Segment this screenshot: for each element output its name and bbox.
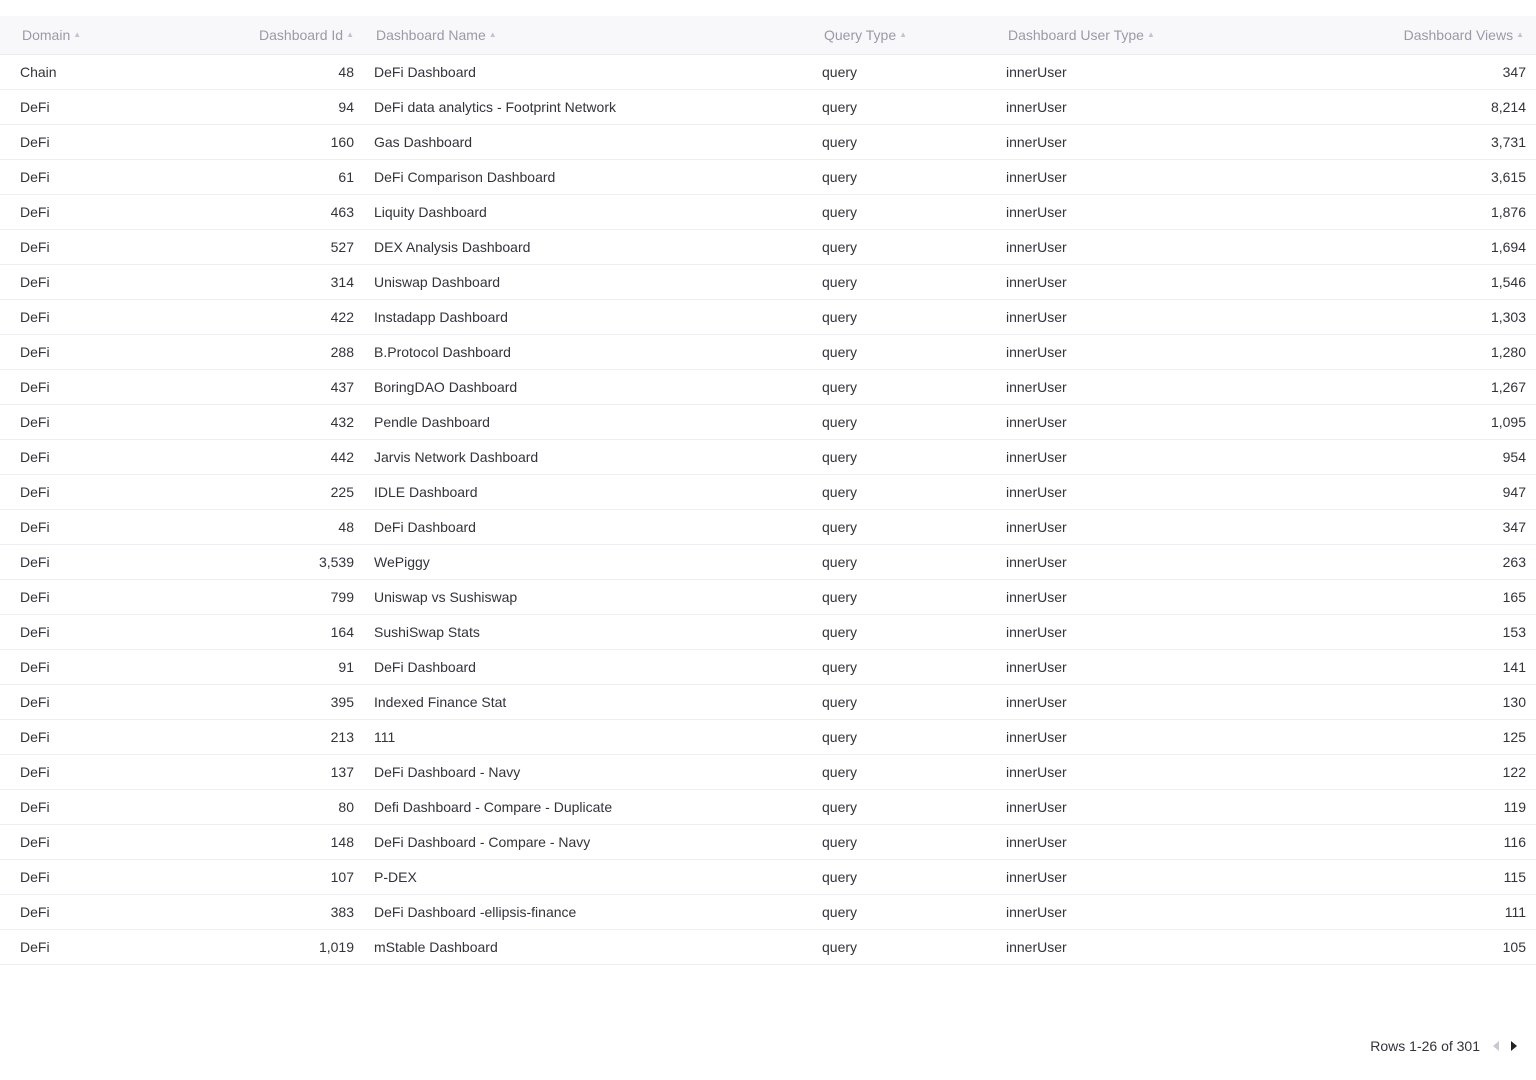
column-header-label: Domain (22, 27, 71, 43)
cell-dashboard-views: 1,546 (1490, 274, 1526, 290)
table-row[interactable] (0, 475, 1536, 510)
cell-domain: DeFi (20, 484, 50, 500)
cell-domain: DeFi (20, 344, 50, 360)
cell-dashboard-id: 94 (338, 99, 354, 115)
table-row[interactable] (0, 90, 1536, 125)
cell-dashboard-name: Jarvis Network Dashboard (374, 449, 539, 465)
cell-dashboard-views: 122 (1502, 764, 1526, 780)
cell-query-type: query (822, 274, 858, 290)
cell-dashboard-user-type: innerUser (1006, 519, 1067, 535)
cell-query-type: query (822, 344, 858, 360)
cell-domain: DeFi (20, 694, 50, 710)
cell-domain: DeFi (20, 904, 50, 920)
table-row[interactable] (0, 790, 1536, 825)
sort-arrow-icon: ▲ (73, 30, 82, 39)
cell-dashboard-name: P-DEX (374, 869, 417, 885)
table-row[interactable] (0, 265, 1536, 300)
cell-dashboard-views: 111 (1504, 904, 1526, 920)
previous-page-button[interactable] (1488, 1036, 1504, 1056)
cell-dashboard-id: 107 (330, 869, 354, 885)
cell-dashboard-views: 3,731 (1490, 134, 1526, 150)
cell-domain: DeFi (20, 449, 50, 465)
cell-query-type: query (822, 799, 858, 815)
cell-dashboard-name: DEX Analysis Dashboard (374, 239, 531, 255)
table-row[interactable] (0, 650, 1536, 685)
cell-dashboard-user-type: innerUser (1006, 134, 1067, 150)
cell-dashboard-name: DeFi data analytics - Footprint Network (374, 99, 616, 115)
cell-dashboard-id: 395 (330, 694, 354, 710)
cell-domain: DeFi (20, 309, 50, 325)
cell-dashboard-user-type: innerUser (1006, 379, 1067, 395)
column-header-domain[interactable] (0, 16, 200, 55)
cell-domain: DeFi (20, 799, 50, 815)
cell-dashboard-id: 137 (330, 764, 354, 780)
cell-domain: DeFi (20, 99, 50, 115)
cell-dashboard-name: 111 (374, 729, 396, 745)
cell-query-type: query (822, 239, 858, 255)
cell-dashboard-views: 954 (1502, 449, 1526, 465)
cell-dashboard-views: 116 (1503, 834, 1526, 850)
cell-dashboard-views: 8,214 (1490, 99, 1526, 115)
cell-dashboard-user-type: innerUser (1006, 589, 1067, 605)
cell-dashboard-id: 164 (330, 624, 354, 640)
cell-dashboard-views: 263 (1502, 554, 1526, 570)
cell-dashboard-views: 115 (1503, 869, 1526, 885)
cell-dashboard-views: 153 (1502, 624, 1526, 640)
column-header-dashboard-views[interactable] (1186, 16, 1536, 55)
cell-dashboard-views: 3,615 (1490, 169, 1526, 185)
cell-query-type: query (822, 309, 858, 325)
table-row[interactable] (0, 230, 1536, 265)
cell-dashboard-name: DeFi Dashboard -ellipsis-finance (374, 904, 577, 920)
cell-dashboard-id: 160 (330, 134, 354, 150)
cell-dashboard-user-type: innerUser (1006, 309, 1067, 325)
cell-dashboard-views: 347 (1502, 519, 1526, 535)
pagination (1370, 1034, 1522, 1058)
cell-dashboard-id: 383 (330, 904, 354, 920)
cell-query-type: query (822, 729, 858, 745)
cell-dashboard-user-type: innerUser (1006, 904, 1067, 920)
cell-dashboard-name: mStable Dashboard (374, 939, 498, 955)
cell-dashboard-name: DeFi Dashboard (374, 519, 476, 535)
cell-dashboard-id: 48 (338, 519, 354, 535)
cell-dashboard-name: DeFi Dashboard (374, 659, 476, 675)
chevron-left-icon (1493, 1041, 1499, 1051)
column-header-dashboard-name[interactable] (354, 16, 802, 55)
cell-query-type: query (822, 134, 858, 150)
cell-dashboard-user-type: innerUser (1006, 64, 1067, 80)
table-row[interactable] (0, 685, 1536, 720)
cell-dashboard-user-type: innerUser (1006, 834, 1067, 850)
cell-dashboard-id: 213 (330, 729, 354, 745)
column-header-label: Dashboard User Type (1008, 27, 1144, 43)
column-header-label: Dashboard Name (376, 27, 486, 43)
cell-dashboard-user-type: innerUser (1006, 799, 1067, 815)
dashboard-table (0, 16, 1536, 965)
cell-domain: DeFi (20, 659, 50, 675)
table-row[interactable] (0, 580, 1536, 615)
cell-dashboard-name: DeFi Dashboard - Navy (374, 764, 521, 780)
table-body (0, 55, 1536, 965)
cell-domain: DeFi (20, 554, 50, 570)
cell-dashboard-user-type: innerUser (1006, 344, 1067, 360)
cell-query-type: query (822, 589, 858, 605)
table-row[interactable] (0, 755, 1536, 790)
cell-domain: DeFi (20, 939, 50, 955)
sort-arrow-icon: ▲ (346, 30, 354, 39)
table-row[interactable] (0, 825, 1536, 860)
cell-dashboard-name: B.Protocol Dashboard (374, 344, 511, 360)
cell-dashboard-name: Liquity Dashboard (374, 204, 487, 220)
table-row[interactable] (0, 615, 1536, 650)
dashboard-table-container (0, 16, 1536, 965)
cell-dashboard-name: Pendle Dashboard (374, 414, 490, 430)
cell-domain: DeFi (20, 589, 50, 605)
cell-query-type: query (822, 449, 858, 465)
cell-dashboard-id: 442 (330, 449, 354, 465)
cell-dashboard-name: BoringDAO Dashboard (374, 379, 518, 395)
cell-domain: DeFi (20, 519, 50, 535)
pagination-label: Rows 1-26 of 301 (1370, 1038, 1480, 1054)
cell-dashboard-name: Indexed Finance Stat (374, 694, 507, 710)
cell-dashboard-id: 1,019 (318, 939, 354, 955)
cell-dashboard-user-type: innerUser (1006, 99, 1067, 115)
cell-dashboard-user-type: innerUser (1006, 239, 1067, 255)
cell-query-type: query (822, 869, 858, 885)
cell-domain: DeFi (20, 169, 50, 185)
cell-query-type: query (822, 169, 858, 185)
cell-domain: DeFi (20, 869, 50, 885)
cell-query-type: query (822, 624, 858, 640)
cell-query-type: query (822, 834, 858, 850)
cell-query-type: query (822, 99, 858, 115)
cell-dashboard-user-type: innerUser (1006, 274, 1067, 290)
table-row[interactable] (0, 55, 1536, 90)
cell-dashboard-id: 288 (330, 344, 354, 360)
cell-dashboard-name: Instadapp Dashboard (374, 309, 508, 325)
cell-query-type: query (822, 554, 858, 570)
cell-dashboard-id: 48 (338, 64, 354, 80)
cell-domain: DeFi (20, 274, 50, 290)
cell-dashboard-name: IDLE Dashboard (374, 484, 478, 500)
cell-dashboard-views: 947 (1502, 484, 1526, 500)
cell-dashboard-user-type: innerUser (1006, 764, 1067, 780)
cell-dashboard-name: DeFi Comparison Dashboard (374, 169, 556, 185)
cell-dashboard-user-type: innerUser (1006, 484, 1067, 500)
cell-dashboard-user-type: innerUser (1006, 169, 1067, 185)
cell-query-type: query (822, 484, 858, 500)
cell-query-type: query (822, 904, 858, 920)
cell-query-type: query (822, 64, 858, 80)
cell-dashboard-user-type: innerUser (1006, 659, 1067, 675)
sort-arrow-icon: ▲ (488, 30, 497, 39)
cell-dashboard-views: 119 (1503, 799, 1526, 815)
chevron-right-icon (1511, 1041, 1517, 1051)
cell-dashboard-views: 1,267 (1490, 379, 1526, 395)
table-row[interactable] (0, 335, 1536, 370)
cell-dashboard-user-type: innerUser (1006, 729, 1067, 745)
cell-domain: Chain (20, 64, 57, 80)
column-header-dashboard-id[interactable] (200, 16, 354, 55)
table-row[interactable] (0, 195, 1536, 230)
cell-query-type: query (822, 659, 858, 675)
cell-dashboard-name: Uniswap Dashboard (374, 274, 501, 290)
table-row[interactable] (0, 370, 1536, 405)
cell-dashboard-user-type: innerUser (1006, 449, 1067, 465)
cell-dashboard-name: SushiSwap Stats (374, 624, 480, 640)
table-row[interactable] (0, 440, 1536, 475)
cell-dashboard-name: DeFi Dashboard (374, 64, 476, 80)
sort-arrow-icon: ▲ (1516, 30, 1524, 39)
cell-domain: DeFi (20, 624, 50, 640)
cell-domain: DeFi (20, 729, 50, 745)
cell-dashboard-views: 105 (1502, 939, 1526, 955)
table-row[interactable] (0, 895, 1536, 930)
cell-dashboard-views: 1,694 (1490, 239, 1526, 255)
column-header-label: Dashboard Id (259, 27, 344, 43)
cell-domain: DeFi (20, 764, 50, 780)
sort-arrow-icon: ▲ (1146, 30, 1155, 39)
cell-dashboard-user-type: innerUser (1006, 939, 1067, 955)
column-header-dashboard-user-type[interactable] (986, 16, 1186, 55)
column-header-label: Dashboard Views (1403, 27, 1514, 43)
table-row[interactable] (0, 160, 1536, 195)
next-page-button[interactable] (1506, 1036, 1522, 1056)
cell-dashboard-id: 148 (330, 834, 354, 850)
cell-dashboard-user-type: innerUser (1006, 414, 1067, 430)
cell-dashboard-name: Uniswap vs Sushiswap (374, 589, 518, 605)
cell-domain: DeFi (20, 134, 50, 150)
cell-dashboard-views: 1,303 (1490, 309, 1526, 325)
cell-dashboard-user-type: innerUser (1006, 204, 1067, 220)
cell-dashboard-views: 1,095 (1490, 414, 1526, 430)
cell-dashboard-views: 1,876 (1490, 204, 1526, 220)
table-row[interactable] (0, 510, 1536, 545)
cell-dashboard-name: DeFi Dashboard - Compare - Navy (374, 834, 591, 850)
cell-dashboard-id: 80 (338, 799, 354, 815)
cell-dashboard-views: 130 (1502, 694, 1526, 710)
cell-query-type: query (822, 764, 858, 780)
table-row[interactable] (0, 125, 1536, 160)
cell-dashboard-id: 3,539 (318, 554, 354, 570)
cell-dashboard-user-type: innerUser (1006, 694, 1067, 710)
table-header (0, 16, 1536, 55)
cell-dashboard-user-type: innerUser (1006, 554, 1067, 570)
cell-query-type: query (822, 694, 858, 710)
cell-dashboard-id: 422 (330, 309, 354, 325)
cell-dashboard-id: 432 (330, 414, 354, 430)
cell-domain: DeFi (20, 379, 50, 395)
cell-dashboard-user-type: innerUser (1006, 869, 1067, 885)
cell-dashboard-id: 91 (338, 659, 354, 675)
table-row[interactable] (0, 860, 1536, 895)
cell-query-type: query (822, 939, 858, 955)
table-row[interactable] (0, 405, 1536, 440)
cell-dashboard-user-type: innerUser (1006, 624, 1067, 640)
cell-query-type: query (822, 414, 858, 430)
cell-dashboard-id: 437 (330, 379, 354, 395)
header-row (0, 16, 1536, 55)
table-row[interactable] (0, 300, 1536, 335)
column-header-label: Query Type (824, 27, 897, 43)
cell-dashboard-views: 1,280 (1490, 344, 1526, 360)
cell-dashboard-views: 125 (1502, 729, 1526, 745)
table-row[interactable] (0, 545, 1536, 580)
cell-dashboard-id: 527 (330, 239, 354, 255)
cell-dashboard-views: 141 (1502, 659, 1526, 675)
cell-dashboard-id: 61 (338, 169, 354, 185)
cell-query-type: query (822, 379, 858, 395)
table-row[interactable] (0, 930, 1536, 965)
cell-dashboard-id: 225 (330, 484, 354, 500)
cell-domain: DeFi (20, 204, 50, 220)
cell-domain: DeFi (20, 834, 50, 850)
cell-dashboard-views: 165 (1502, 589, 1526, 605)
cell-query-type: query (822, 519, 858, 535)
cell-dashboard-name: Defi Dashboard - Compare - Duplicate (374, 799, 613, 815)
table-row[interactable] (0, 720, 1536, 755)
cell-dashboard-id: 799 (330, 589, 354, 605)
column-header-query-type[interactable] (802, 16, 986, 55)
sort-arrow-icon: ▲ (899, 30, 908, 39)
cell-query-type: query (822, 204, 858, 220)
cell-dashboard-name: WePiggy (374, 554, 430, 570)
cell-domain: DeFi (20, 414, 50, 430)
cell-dashboard-views: 347 (1502, 64, 1526, 80)
cell-dashboard-name: Gas Dashboard (374, 134, 473, 150)
cell-dashboard-id: 314 (330, 274, 354, 290)
cell-domain: DeFi (20, 239, 50, 255)
cell-dashboard-id: 463 (330, 204, 354, 220)
